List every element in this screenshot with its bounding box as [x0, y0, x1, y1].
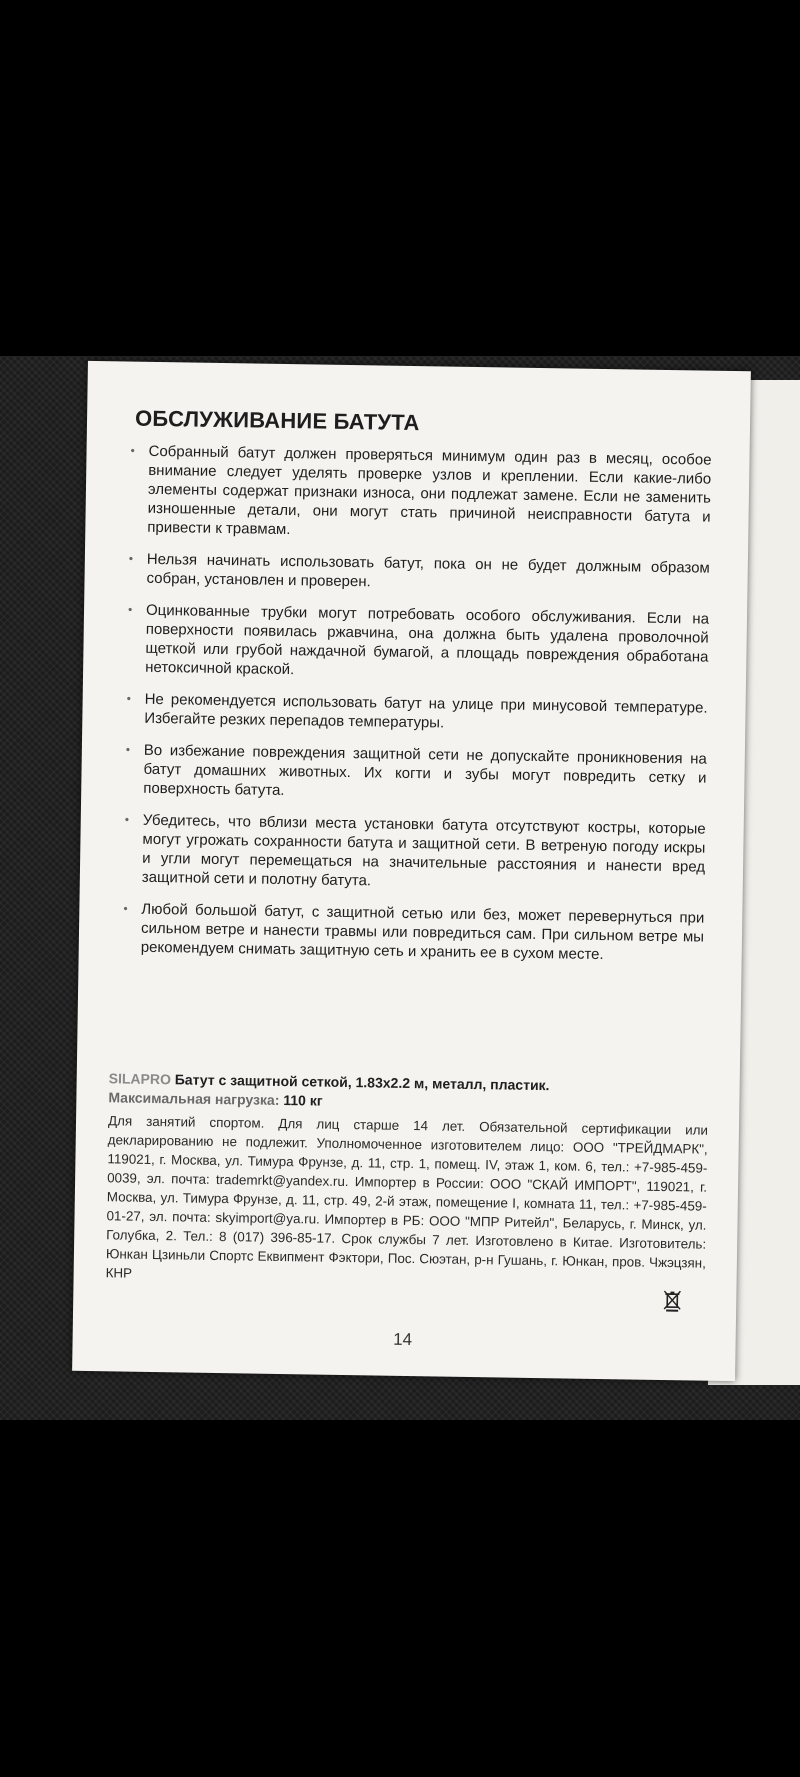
list-item: • Собранный батут должен проверяться минимум один раз в месяц, особое внимание следует уделять проверке узлов и креплении. Если какие-либо элементы содержат признаки износа, они подлежат замене. Если не заменить изношенные детали, они могут стать причиной неисправности батута и привести к травмам. [125, 441, 711, 545]
list-item: • Во избежание повреждения защитной сети не допускайте проникновения на батут домашних животных. Их когти и зубы могут повредить сетку и поверхность батута. [121, 740, 707, 806]
max-load-value: 110 кг [283, 1092, 323, 1109]
list-item: • Оцинкованные трубки могут потребовать особого обслуживания. Если на поверхности появилась ржавчина, она должна быть удалена проволочной щеткой или грубой наждачной бумагой, а площадь повреждения обработана нетоксичной краской. [123, 600, 709, 685]
legal-text: Для занятий спортом. Для лиц старше 14 лет. Обязательной сертификации или декларированию не подлежит. Уполномоченное изготовителем лицо: ООО "ТРЕЙДМАРК", 119021, г. Москва, ул. Тимура Фрунзе, д. 11, стр. 1, помещ. IV, этаж 1, ком. 6, тел.: +7-985-459-0039, эл. почта: trademrkt@yandex.ru. Импортер в России: ООО "СКАЙ ИМПОРТ", 119021, г. Москва, ул. Тимура Фрунзе, д. 11, стр. 49, 2-й этаж, помещение I, комната 11, тел.: +7-985-459-01-27, эл. почта: skyimport@ya.ru. Импортер в РБ: ООО "МПР Ритейл", Беларусь, г. Минск, ул. Голубка, 2. Тел.: 8 (017) 396-85-17. Срок службы 7 лет. Изготовлено в Китае. Изготовитель: Юнкан Цзиньли Спортс Еквипмент Фэктори, Пос. Сюэтан, р-н Гушань, г. Юнкан, пров. Чжэцзян, КНР [105, 1113, 709, 1281]
brand-name: SILAPRO [108, 1070, 172, 1088]
list-item: • Любой большой батут, с защитной сетью или без, может перевернуться при сильном ветре и нанести травмы или повредиться сам. При сильном ветре мы рекомендуем снимать защитную сеть и хранить ее в сухом месте. [119, 899, 705, 965]
product-info [106, 1069, 709, 1291]
maintenance-list [118, 441, 711, 978]
max-load-label: Максимальная нагрузка: [108, 1089, 280, 1108]
manual-page [72, 361, 751, 1381]
page-title: ОБСЛУЖИВАНИЕ БАТУТА [134, 405, 420, 436]
list-item: • Нельзя начинать использовать батут, пока он не будет должным образом собран, установлен и проверен. [124, 549, 710, 596]
list-item: • Убедитесь, что вблизи места установки батута отсутствуют костры, которые могут угрожать сохранности батута и защитной сети. В ветреную погоду искры и угли могут перемещаться на значительные расстояния и нанести вред защитной сети и полотну батута. [120, 810, 706, 895]
product-description: Батут с защитной сеткой, 1.83x2.2 м, металл, пластик. [174, 1071, 550, 1094]
page-number: 14 [393, 1329, 413, 1350]
list-item: • Не рекомендуется использовать батут на улице при минусовой температуре. Избегайте резких перепадов температуры. [122, 689, 708, 736]
crossed-out-bin-icon [663, 1290, 681, 1312]
